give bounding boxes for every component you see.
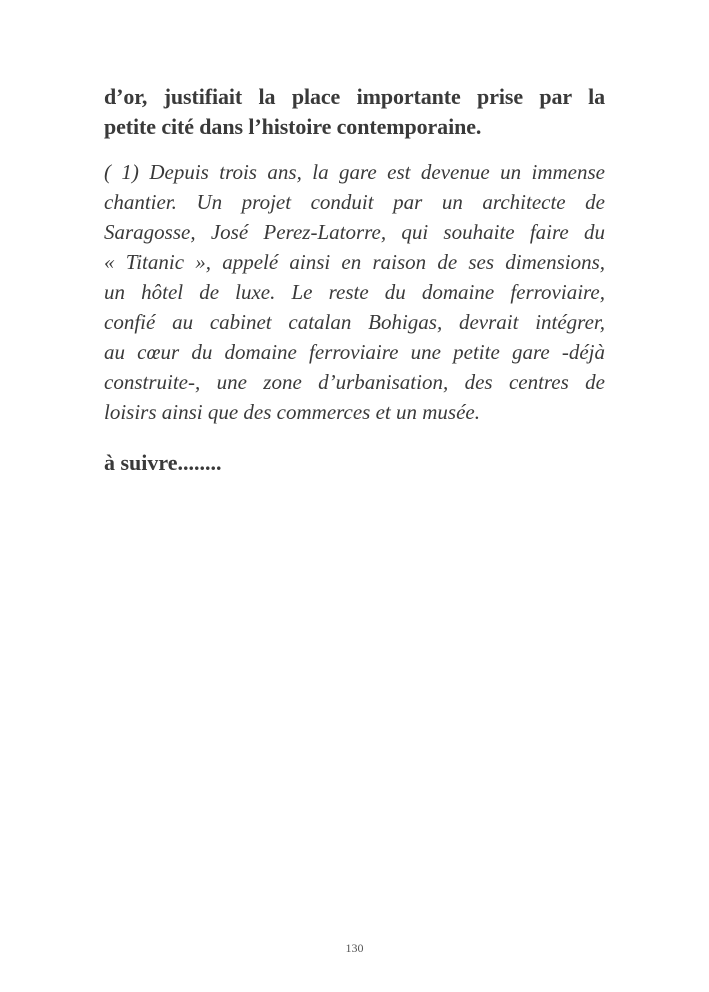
footnote-paragraph <box>104 157 605 427</box>
text-line: d’or, justifiait la place importante prise par la <box>104 84 605 109</box>
text-line: Saragosse, José Perez-Latorre, qui souhaite faire du <box>104 220 605 244</box>
text-line: confié au cabinet catalan Bohigas, devrait intégrer, <box>104 310 605 334</box>
to-be-continued <box>104 448 605 478</box>
text-line: un hôtel de luxe. Le reste du domaine ferroviaire, <box>104 280 605 304</box>
text-line: chantier. Un projet conduit par un architecte de <box>104 190 605 214</box>
text-line: au cœur du domaine ferroviaire une petite gare -déjà <box>104 340 605 364</box>
text-line: loisirs ainsi que des commerces et un musée. <box>104 400 480 424</box>
text-line: petite cité dans l’histoire contemporaine. <box>104 114 482 139</box>
text-line: construite-, une zone d’urbanisation, des centres de <box>104 370 605 394</box>
text-line: ( 1) Depuis trois ans, la gare est devenue un immense <box>104 160 605 184</box>
to-be-continued-text: à suivre........ <box>104 450 222 475</box>
page-number: 130 <box>345 941 364 955</box>
paragraph-continuation <box>104 82 605 142</box>
text-line: « Titanic », appelé ainsi en raison de ses dimensions, <box>104 250 605 274</box>
